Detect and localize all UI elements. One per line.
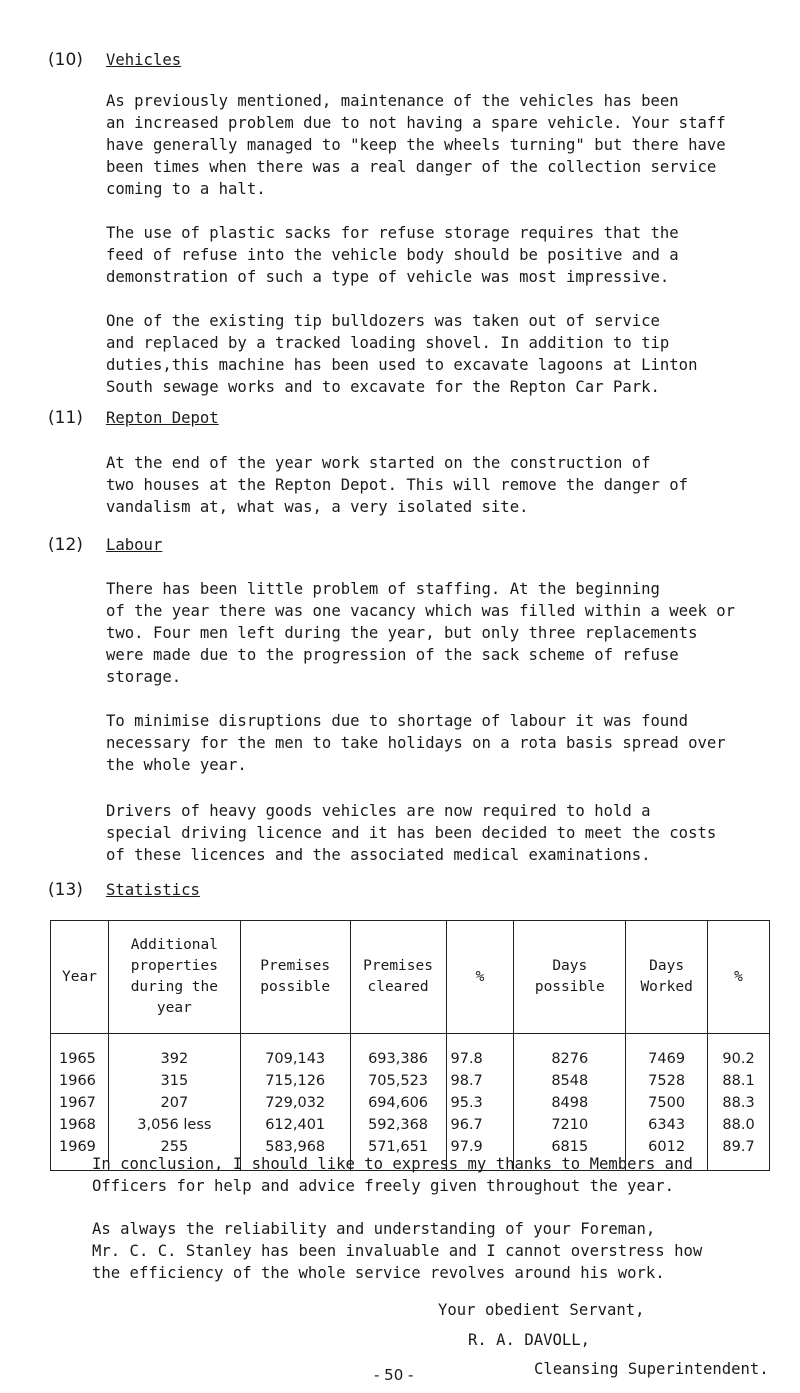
signature-title: Cleansing Superintendent. [534, 1360, 769, 1378]
table-row [51, 1114, 770, 1136]
section-title: Repton Depot [106, 409, 219, 427]
paragraph: As always the reliability and understanding of your Foreman, Mr. C. C. Stanley has been invaluable and I cannot overstress how the efficiency of the whole service revolves around his work. [92, 1220, 703, 1282]
table-cell: 3,056 less [108, 1114, 240, 1136]
table-cell: 571,651 [350, 1136, 446, 1171]
table-cell: 7469 [626, 1034, 708, 1071]
column-header: % [446, 921, 514, 1034]
table-cell: 392 [108, 1034, 240, 1071]
paragraph: At the end of the year work started on the construction of two houses at the Repton Depot. This will remove the danger of vandalism at, what was, a very isolated site. [106, 454, 689, 516]
table-cell: 1968 [59, 1117, 96, 1133]
section-heading-labour [48, 535, 162, 555]
column-header: Days Worked [626, 921, 708, 1034]
table-header-row [51, 921, 770, 1034]
table-cell: 98.7 [446, 1070, 514, 1092]
table-row [51, 1034, 770, 1071]
table-cell: 592,368 [350, 1114, 446, 1136]
table-cell: 612,401 [240, 1114, 350, 1136]
column-header: Additional properties during the year [108, 921, 240, 1034]
section-title: Labour [106, 536, 163, 554]
column-header: Days possible [514, 921, 626, 1034]
table-cell: 1969 [59, 1139, 96, 1155]
table-cell: 7210 [514, 1114, 626, 1136]
table-cell: 693,386 [350, 1034, 446, 1071]
table-row [51, 1092, 770, 1114]
table-cell: 1965 [59, 1051, 96, 1067]
table-cell: 88.0 [708, 1114, 770, 1136]
table-cell: 89.7 [708, 1136, 770, 1171]
table-cell: 95.3 [446, 1092, 514, 1114]
table-cell: 729,032 [240, 1092, 350, 1114]
section-number: (11) [48, 408, 83, 428]
paragraph: There has been little problem of staffing. At the beginning of the year there was one vacancy which was filled within a week or two. Four men left during the year, but only three replacements were made due to the progression of the sack scheme of refuse storage. [106, 580, 736, 686]
table-cell: 88.1 [708, 1070, 770, 1092]
table-cell: 97.8 [446, 1034, 514, 1071]
table-cell: 715,126 [240, 1070, 350, 1092]
paragraph: Drivers of heavy goods vehicles are now required to hold a special driving licence and it has been decided to meet the costs of these licences and the associated medical examinations. [106, 802, 717, 864]
table-row [51, 1070, 770, 1092]
table-cell: 1966 [59, 1073, 96, 1089]
table-cell: 1967 [59, 1095, 96, 1111]
table-cell: 709,143 [240, 1034, 350, 1071]
table-cell: 8276 [514, 1034, 626, 1071]
table-cell: 7528 [626, 1070, 708, 1092]
signature-name: R. A. DAVOLL, [468, 1331, 591, 1349]
table-cell: 8498 [514, 1092, 626, 1114]
paragraph: As previously mentioned, maintenance of the vehicles has been an increased problem due to not having a spare vehicle. Your staff have generally managed to "keep the wheels turning" but there have been times when there was a real danger of the collection service coming to a halt. [106, 92, 726, 198]
table-cell: 207 [108, 1092, 240, 1114]
signature-closing: Your obedient Servant, [438, 1301, 645, 1319]
column-header: Year [51, 921, 109, 1034]
table-cell: 705,523 [350, 1070, 446, 1092]
table-cell: 583,968 [240, 1136, 350, 1171]
table-cell: 6012 [626, 1136, 708, 1171]
section-number: (12) [48, 535, 83, 555]
section-number: (10) [48, 50, 83, 70]
table-cell: 96.7 [446, 1114, 514, 1136]
table-cell: 6343 [626, 1114, 708, 1136]
column-header: Premises possible [240, 921, 350, 1034]
page-number: - 50 - [374, 1366, 414, 1384]
section-number: (13) [48, 880, 83, 900]
section-heading-repton-depot [48, 408, 219, 428]
table-cell: 694,606 [350, 1092, 446, 1114]
paragraph: One of the existing tip bulldozers was taken out of service and replaced by a tracked loading shovel. In addition to tip duties,this machine has been used to excavate lagoons at Linton South sewage works and to excavate for the Repton Car Park. [106, 312, 698, 396]
table-cell: 255 [108, 1136, 240, 1171]
paragraph: In conclusion, I should like to express my thanks to Members and Officers for help and advice freely given throughout the year. [92, 1155, 693, 1195]
table-cell: 315 [108, 1070, 240, 1092]
table-cell: 88.3 [708, 1092, 770, 1114]
paragraph: To minimise disruptions due to shortage of labour it was found necessary for the men to take holidays on a rota basis spread over the whole year. [106, 712, 726, 774]
table-cell: 7500 [626, 1092, 708, 1114]
statistics-table [50, 920, 770, 1171]
section-heading-vehicles [48, 50, 181, 70]
paragraph: The use of plastic sacks for refuse storage requires that the feed of refuse into the vehicle body should be positive and a demonstration of such a type of vehicle was most impressive. [106, 224, 679, 286]
column-header: Premises cleared [350, 921, 446, 1034]
table-cell: 6815 [514, 1136, 626, 1171]
column-header: % [708, 921, 770, 1034]
table-cell: 97.9 [446, 1136, 514, 1171]
section-heading-statistics-label [48, 880, 200, 900]
section-title: Vehicles [106, 51, 182, 69]
table-cell: 90.2 [708, 1034, 770, 1071]
section-title: Statistics [106, 881, 200, 899]
table-cell: 8548 [514, 1070, 626, 1092]
